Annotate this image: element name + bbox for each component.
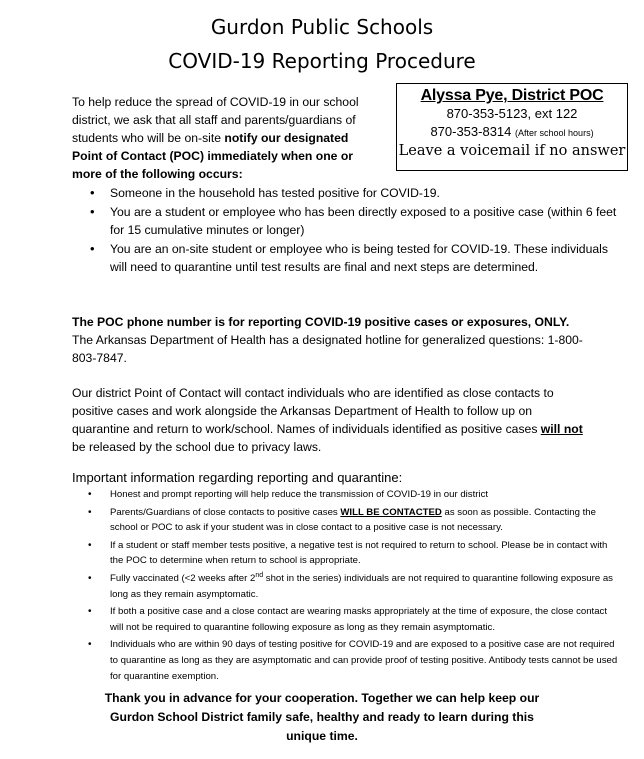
item4-superscript: nd	[255, 571, 264, 579]
poc-phone-paragraph	[72, 313, 584, 367]
important-list	[72, 487, 620, 686]
list-item: • If a student or staff member tests positive, a negative test is not required to return to school. Please be in contact with the POC to determine when return to school is appropriate.	[110, 538, 620, 569]
item2-text-b: as soon as possible. Contacting the school or POC to ask if your student was in close contact to a positive case is not necessary.	[110, 506, 596, 534]
contact-emphasis: will not	[540, 422, 583, 436]
closing-statement: Thank you in advance for your cooperation. Together we can help keep our Gurdon School District family safe, healthy and ready to learn during this unique time.	[104, 691, 540, 743]
poc-voicemail-note: Leave a voicemail if no answer	[398, 143, 626, 159]
poc-phone-secondary: 870-353-8314	[430, 124, 512, 139]
page-title: Gurdon Public Schools	[210, 15, 434, 39]
item4-text-b: shot in the series) individuals are not required to quarantine following exposure as long as they remain asymptomatic.	[110, 572, 613, 600]
list-item: • Someone in the household has tested positive for COVID-19.	[110, 184, 618, 202]
list-item	[110, 505, 620, 536]
poc-phone-text: The Arkansas Department of Health has a designated hotline for generalized questions: 1-800-803-7847.	[72, 333, 583, 365]
poc-phone-bold: The POC phone number is for reporting COVID-19 positive cases or exposures, ONLY.	[72, 315, 570, 329]
item2-text-a: Parents/Guardians of close contacts to positive cases	[110, 506, 341, 518]
list-item: • Honest and prompt reporting will help reduce the transmission of COVID-19 in our district	[110, 487, 620, 503]
intro-paragraph	[72, 93, 372, 183]
contact-paragraph	[72, 384, 584, 456]
list-item: • Individuals who are within 90 days of testing positive for COVID-19 and are exposed to a positive case are not required to quarantine as long as they are asymptomatic and can provide proof of testing positive. Antibody tests cannot be used for quarantine exemption.	[110, 637, 620, 684]
poc-name: Alyssa Pye, District POC	[420, 87, 604, 104]
intro-bold-text: notify our designated Point of Contact (POC) immediately when one or more of the following occurs:	[72, 131, 354, 181]
page-subtitle: COVID-19 Reporting Procedure	[168, 49, 476, 73]
list-item: • If both a positive case and a close contact are wearing masks appropriately at the time of exposure, the close contact will not be required to quarantine following exposure as long as they remain asymptomatic.	[110, 604, 620, 635]
contact-text-2: be released by the school due to privacy laws.	[72, 440, 322, 454]
item2-emphasis: WILL BE CONTACTED	[340, 506, 442, 518]
poc-contact-box	[396, 83, 628, 171]
item4-text-a: Fully vaccinated (<2 weeks after 2	[110, 572, 256, 584]
list-item: • You are an on-site student or employee who is being tested for COVID-19. These individuals will need to quarantine until test results are final and next steps are determined.	[110, 240, 618, 276]
contact-text-1: Our district Point of Contact will contact individuals who are identified as close contacts to positive cases and work alongside the Arkansas Department of Health to follow up on quarantine and return to work/school. Names of individuals identified as positive cases	[72, 386, 554, 436]
intro-text: To help reduce the spread of COVID-19 in our school district, we ask that all staff and parents/guardians of students who will be on-site	[72, 95, 359, 145]
poc-phone-after-hours	[397, 123, 627, 142]
poc-phone-note: (After school hours)	[515, 128, 594, 138]
list-item: • You are a student or employee who has been directly exposed to a positive case (within 6 feet for 15 cumulative minutes or longer)	[110, 203, 618, 239]
occurrence-list	[72, 184, 618, 277]
important-heading: Important information regarding reporting and quarantine:	[72, 470, 403, 485]
poc-phone-primary: 870-353-5123, ext 122	[446, 106, 578, 121]
list-item	[110, 571, 620, 602]
